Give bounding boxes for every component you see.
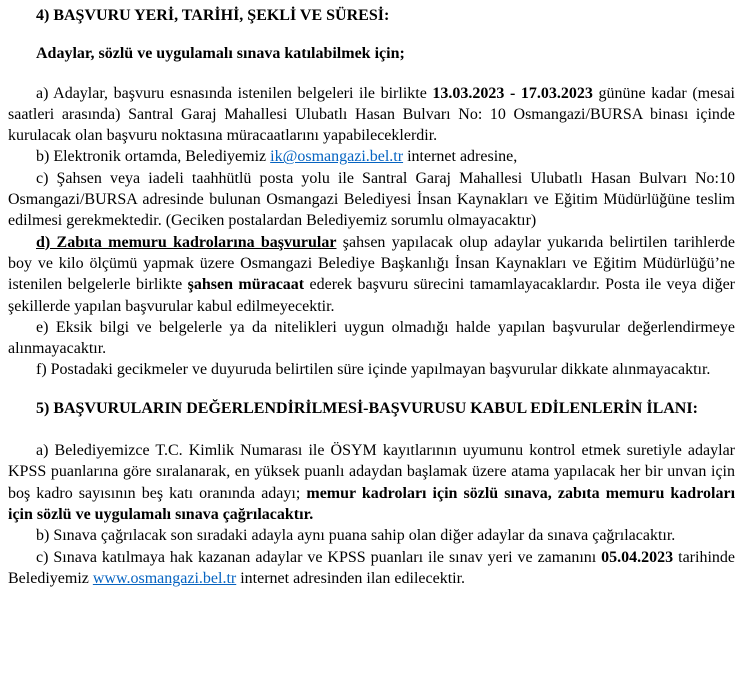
paragraph-4b <box>8 146 735 167</box>
website-link[interactable]: www.osmangazi.bel.tr <box>92 569 237 587</box>
section-4-heading: 4) BAŞVURU YERİ, TARİHİ, ŞEKLİ VE SÜRESİ: <box>36 7 390 24</box>
paragraph-4c: c) Şahsen veya iadeli taahhütlü posta yolu ile Santral Garaj Mahallesi Ulubatlı Hasan Bulvarı No:10 Osmangazi/BURSA adresinde bulunan Osmangazi Belediyesi İnsan Kaynakları ve Eğitim Müdürlüğüne teslim edilmesi gerekmektedir. (Geciken postalardan Belediyemiz sorumlu olmayacaktır) <box>8 169 735 230</box>
paragraph-4b-text-post: internet adresine, <box>403 148 518 166</box>
paragraph-5c <box>8 547 735 590</box>
section-5-heading: 5) BAŞVURULARIN DEĞERLENDİRİLMESİ-BAŞVURUSU KABUL EDİLENLERİN İLANI: <box>36 399 698 417</box>
email-link[interactable]: ik@osmangazi.bel.tr <box>270 148 404 166</box>
paragraph-4a <box>8 83 735 147</box>
paragraph-5c-text-mid: tarihinde Belediyemiz <box>8 548 735 587</box>
paragraph-5a-text-pre: a) Belediyemizce T.C. Kimlik Numarası ile ÖSYM kayıtlarının uyumunu kontrol etmek suretiyle adaylar KPSS puanlarına göre sıralanarak, en yüksek puanlı adaydan başlamak üzere atama yapılacak her bir unvan için boş kadro sayısının beş katı oranında adayı; <box>8 442 735 502</box>
paragraph-5a <box>8 440 735 525</box>
paragraph-5c-text-post: internet adresinden ilan edilecektir. <box>236 569 466 587</box>
paragraph-4e: e) Eksik bilgi ve belgelerle ya da nitelikleri uygun olmadığı halde yapılan başvurular değerlendirmeye alınmayacaktır. <box>8 318 735 358</box>
in-person-application-emphasis: şahsen müracaat <box>187 276 305 294</box>
paragraph-4d-text-post: ederek başvuru sürecini tamamlayacaklardır. Posta ile veya diğer şekillerde yapılan başvurular kabul edilmeyecektir. <box>8 276 736 315</box>
paragraph-4f: f) Postadaki gecikmeler ve duyuruda belirtilen süre içinde yapılmayan başvurular dikkate alınmayacaktır. <box>36 361 711 379</box>
section-4-intro: Adaylar, sözlü ve uygulamalı sınava katılabilmek için; <box>36 45 405 63</box>
exam-call-emphasis: memur kadroları için sözlü sınava, zabıta memuru kadroları için sözlü ve uygulamalı sınava çağrılacaktır. <box>8 484 736 523</box>
announcement-date: 05.04.2023 <box>601 548 674 566</box>
application-date-range: 13.03.2023 - 17.03.2023 <box>432 84 593 102</box>
paragraph-5c-text-pre: c) Sınava katılmaya hak kazanan adaylar ve KPSS puanları ile sınav yeri ve zamanını <box>36 548 602 566</box>
paragraph-4d-text-mid: şahsen yapılacak olup adaylar yukarıda belirtilen tarihlerde boy ve kilo ölçümü yapmak üzere Osmangazi Belediye Başkanlığı İnsan Kaynakları ve Eğitim Müdürlüğü’ne istenilen belgelerle birlikte <box>8 233 736 294</box>
paragraph-4b-text-pre: b) Elektronik ortamda, Belediyemiz <box>36 148 271 166</box>
zabita-applications-lead: d) Zabıta memuru kadrolarına başvurular <box>36 233 337 251</box>
paragraph-5b: b) Sınava çağrılacak son sıradaki adayla aynı puana sahip olan diğer adaylar da sınava çağrılacaktır. <box>36 527 676 545</box>
paragraph-4a-text-pre: a) Adaylar, başvuru esnasında istenilen belgeleri ile birlikte <box>36 84 433 102</box>
paragraph-4a-text-post: gününe kadar (mesai saatleri arasında) Santral Garaj Mahallesi Ulubatlı Hasan Bulvarı No: 10 Osmangazi/BURSA binası içinde kurulacak olan başvuru noktasına müracaatlarını yapabileceklerdir. <box>8 84 735 145</box>
paragraph-4d <box>8 232 735 317</box>
